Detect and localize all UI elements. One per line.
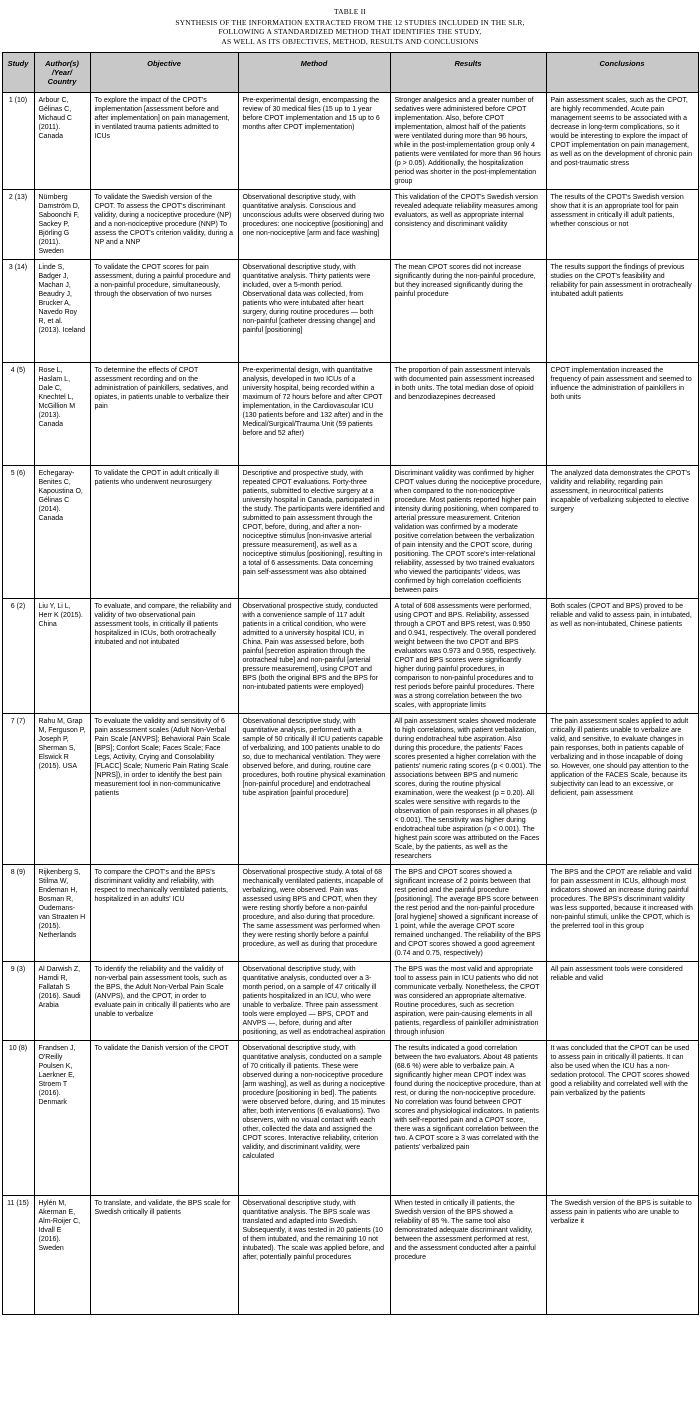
cell-study: 8 (9) bbox=[2, 865, 34, 962]
cell-conclusions: The Swedish version of the BPS is suitable to assess pain in patients who are unable to verbalize it bbox=[546, 1196, 698, 1315]
cell-study: 7 (7) bbox=[2, 714, 34, 865]
cell-results: Stronger analgesics and a greater number of sedatives were administered before CPOT implementation. Also, before CPOT implementation, almost half of the patients were ventilated during more than 96 hours, while in the post-implementation group only 4 patients were ventilated for more than 96 hours (p > 0.05). Additionally, the hospitalization period was shorter in the post-implementation group bbox=[390, 93, 546, 190]
cell-conclusions: The results support the findings of previous studies on the CPOT's feasibility and reliability for pain assessment in orotracheally intubated adult patients bbox=[546, 260, 698, 363]
cell-objective: To translate, and validate, the BPS scale for Swedish critically ill patients bbox=[90, 1196, 238, 1315]
cell-results: The BPS and CPOT scores showed a significant increase of 2 points between that rest period and the painful procedure [positioning]. The average BPS score between the rest period and the non-painful procedure [oral hygiene] showed a significant increase of 1 point, while the average CPOT score remained unchanged. The reliability of the BPS and CPOT scores showed a good agreement (0.74 and 0.75, respectively) bbox=[390, 865, 546, 962]
cell-conclusions: Both scales (CPOT and BPS) proved to be reliable and valid to assess pain, in intubated, as well as non-intubated, Chinese patients bbox=[546, 599, 698, 714]
cell-conclusions: Pain assessment scales, such as the CPOT, are highly recommended. Acute pain management seems to be associated with a decrease in long-term complications, so it would be interesting to explore the impact of CPOT implementation on pain management, as well as on the development of chronic pain and post-traumatic stress bbox=[546, 93, 698, 190]
cell-conclusions: The results of the CPOT's Swedish version show that it is an appropriate tool for pain assessment in critically ill adult patients, whether conscious or not bbox=[546, 190, 698, 260]
cell-results: The mean CPOT scores did not increase significantly during the non-painful procedure, but they increased significantly during the painful procedure bbox=[390, 260, 546, 363]
cell-results: The proportion of pain assessment intervals with documented pain assessment increased in both units. The total median dose of opioid and benzodiazepines decreased bbox=[390, 363, 546, 466]
synthesis-table bbox=[2, 52, 699, 1315]
cell-author: Echegaray-Benites C, Kapoustina O, Gélinas C (2014). Canada bbox=[34, 466, 90, 599]
header-author: Author(s) /Year/ Country bbox=[34, 53, 90, 93]
cell-results: A total of 608 assessments were performed, using CPOT and BPS. Reliability, assessed through a CPOT and BPS retest, was 0.950 and 0.941, respectively. The overall pondered weight between the two CPOT and BPS evaluators was 0.973 and 0.955, respectively. CPOT and BPS scores were significantly higher during painful procedures, in comparison to non-painful procedures and to rest periods before painful procedures. There was a strong correlation between the two scales, with appropriate limits bbox=[390, 599, 546, 714]
cell-conclusions: The BPS and the CPOT are reliable and valid for pain assessment in ICUs, although most indicators showed an increase during painful procedures. The BPS's discriminant validity was less supported, because it increased with non-painful stimuli, unlike the CPOT, which is the preferred tool in this group bbox=[546, 865, 698, 962]
cell-author: Al Darwish Z, Hamdi R, Fallatah S (2016). Saudi Arabia bbox=[34, 962, 90, 1041]
cell-objective: To compare the CPOT's and the BPS's discriminant validity and reliability, with respect to mechanically ventilated patients, hospitalized in an adults' ICU bbox=[90, 865, 238, 962]
cell-author: Hylén M, Akerman E, Alm-Roijer C, Idvall E (2016). Sweden bbox=[34, 1196, 90, 1315]
cell-results: When tested in critically ill patients, the Swedish version of the BPS showed a reliability of 85 %. The same tool also demonstrated adequate discriminant validity, between the assessment performed at rest, and the assessment conducted after a painful procedure bbox=[390, 1196, 546, 1315]
cell-objective: To evaluate, and compare, the reliability and validity of two observational pain assessment tools, in critically ill patients hospitalized in ICUs, both orotracheally intubated and not intubated bbox=[90, 599, 238, 714]
cell-author: Arbour C, Gélinas C, Michaud C (2011). Canada bbox=[34, 93, 90, 190]
cell-results: This validation of the CPOT's Swedish version revealed adequate reliability measures among evaluators, as well as appropriate internal consistency and discriminant validity bbox=[390, 190, 546, 260]
table-row bbox=[2, 865, 698, 962]
cell-results: All pain assessment scales showed moderate to high correlations, with patient verbalization, during endotracheal tube aspiration. Also during this procedure, the patients' Faces scores presented a higher correlation with the patients' numeric rating scores (p < 0.001). The associations between BPS and numeric scores, during the routine physical examination, were the weakest (p = 0.20). All scales were sensitive with regards to the observation of pain responses in all phases (p < 0.001). The sensitivity was higher during endotracheal tube aspiration (p < 0.001). The highest pain score was attributed on the Faces Scale, by the patients, as well as the researchers bbox=[390, 714, 546, 865]
table-row bbox=[2, 190, 698, 260]
cell-method: Observational descriptive study, with quantitative analysis, performed with a sample of 50 critically ill ICU patients capable of verbalizing, and 100 patients unable to do so, due to mechanical ventilation. They were observed before, and during, routine care procedures, both routine physical examination [non-painful procedure] and endotracheal tube aspiration [painful procedure] bbox=[238, 714, 390, 865]
cell-method: Observational descriptive study, with quantitative analysis. The BPS scale was translated and adapted into Swedish. Subsequently, it was tested in 20 patients (10 of them intubated, and the remaining 10 not intubated). The scale was applied before, and after, potentially painful procedures bbox=[238, 1196, 390, 1315]
cell-study: 3 (14) bbox=[2, 260, 34, 363]
cell-objective: To validate the Swedish version of the CPOT. To assess the CPOT's discriminant validity, during a nociceptive procedure (NP) and a non-nociceptive procedure (NNP) To assess the CPOT's criterion validity, during a NP and a NNP bbox=[90, 190, 238, 260]
cell-conclusions: CPOT implementation increased the frequency of pain assessment and seemed to influence the administration of painkillers in both units bbox=[546, 363, 698, 466]
cell-objective: To evaluate the validity and sensitivity of 6 pain assessment scales (Adult Non-Verbal Pain Scale [ANVPS]; Behavioral Pain Scale [BPS]; Confort Scale; Faces Scale; Face Legs, Activity, Crying and Consolability [FLACC] Scale; Numeric Pain Rating Scale [NPRS]), in order to identify the best pain measurement tool in non-communicative patients bbox=[90, 714, 238, 865]
table-row bbox=[2, 1196, 698, 1315]
header-objective: Objective bbox=[90, 53, 238, 93]
cell-method: Observational prospective study. A total of 68 mechanically ventilated patients, incapable of verbalizing, were observed. Pain was assessed using BPS and CPOT, when they were resting shortly before a non-painful procedure, and also during that procedure. The same assessment was performed when they were resting shortly before a painful procedure, as well as during that procedure bbox=[238, 865, 390, 962]
table-caption bbox=[0, 0, 700, 46]
cell-study: 10 (8) bbox=[2, 1041, 34, 1196]
cell-method: Pre-experimental design, encompassing the review of 30 medical files (15 up to 1 year before CPOT implementation and 15 up to 6 months after CPOT implementation) bbox=[238, 93, 390, 190]
table-row bbox=[2, 1041, 698, 1196]
header-method: Method bbox=[238, 53, 390, 93]
cell-author: Nürnberg Damström D, Saboonchi F, Sackey P, Björling G (2011). Sweden bbox=[34, 190, 90, 260]
caption-line-3: AS WELL AS ITS OBJECTIVES, METHOD, RESULTS AND CONCLUSIONS bbox=[221, 36, 479, 46]
cell-author: Liu Y, Li L, Herr K (2015). China bbox=[34, 599, 90, 714]
cell-conclusions: All pain assessment tools were considered reliable and valid bbox=[546, 962, 698, 1041]
cell-study: 6 (2) bbox=[2, 599, 34, 714]
cell-objective: To determine the effects of CPOT assessment recording and on the administration of painkillers, sedatives, and opiates, in patients unable to verbalize their pain bbox=[90, 363, 238, 466]
cell-study: 5 (6) bbox=[2, 466, 34, 599]
table-row bbox=[2, 466, 698, 599]
cell-study: 2 (13) bbox=[2, 190, 34, 260]
table-row bbox=[2, 363, 698, 466]
cell-objective: To validate the CPOT scores for pain assessment, during a painful procedure and a non-painful procedure, simultaneously, through the observation of two nurses bbox=[90, 260, 238, 363]
cell-objective: To identify the reliability and the validity of non-verbal pain assessment tools, such as the BPS, the Adult Non-Verbal Pain Scale (ANVPS), and the CPOT, in order to evaluate pain in critically ill patients who are unable to verbalize bbox=[90, 962, 238, 1041]
cell-author: Rahu M, Grap M, Ferguson P, Joseph P, Sherman S, Elswick R (2015). USA bbox=[34, 714, 90, 865]
cell-method: Observational descriptive study, with quantitative analysis, conducted over a 3-month period, on a sample of 47 critically ill patients hospitalized in an ICU, who were unable to verbalize. Three pain assessment tools were employed — BPS, CPOT and ANVPS —, before, during and after positioning, as well as endotracheal aspiration bbox=[238, 962, 390, 1041]
cell-author: Linde S, Badger J, Machan J, Beaudry J, Brucker A, Navedo Roy R, et al. (2013). Iceland bbox=[34, 260, 90, 363]
cell-results: Discriminant validity was confirmed by higher CPOT values during the nociceptive procedure, when compared to the non-nociceptive procedure. Most patients reported higher pain intensity during positioning, when compared to arterial pressure measurement. Criterion validation was confirmed by a moderate positive correlation between the verbalization of pain intensity and the CPOT score, during positioning. The CPOT score's inter-relational reliability, assessed by two trained evaluators who viewed the participants' videos, was confirmed by high correlation coefficients between pairs bbox=[390, 466, 546, 599]
cell-method: Observational prospective study, conducted with a convenience sample of 117 adult patients in a critical condition, who were admitted to a university hospital ICU, in China. Pain was assessed before, both painful [secretion aspiration through the orotracheal tube] and non-painful [arterial pressure measurement], using CPOT and BPS (both the original BPS and the BPS for non-intubated patients were employed) bbox=[238, 599, 390, 714]
cell-method: Descriptive and prospective study, with repeated CPOT evaluations. Forty-three patients, submitted to elective surgery at a university hospital in Canada, participated in the study. The participants were identified and submitted to pain assessment through the CPOT, before, during, and after a non-nociceptive stimulus [non-invasive arterial pressure measurement], as well as a nociceptive stimulus [positioning], resulting in a total of 6 assessments. Data concerning pain self-assessment was also obtained bbox=[238, 466, 390, 599]
header-results: Results bbox=[390, 53, 546, 93]
cell-method: Pre-experimental design, with quantitative analysis, developed in two ICUs of a university hospital, being recorded within a maximum of 72 hours before and after CPOT implementation, in the Cardiovascular ICU (130 patients before and 132 after) and in the Medical/Surgical/Trauma Unit (59 patients before and 52 after) bbox=[238, 363, 390, 466]
cell-study: 4 (5) bbox=[2, 363, 34, 466]
table-row bbox=[2, 260, 698, 363]
cell-author: Rijkenberg S, Stilma W, Endeman H, Bosman R, Oudemans-van Straaten H (2015). Netherlands bbox=[34, 865, 90, 962]
cell-conclusions: The pain assessment scales applied to adult critically ill patients unable to verbalize are valid, and sensitive, to evaluate changes in pain responses, both in patients capable of verbalizing and in those incapable of doing so. However, one should pay attention to the application of the FACES Scale, because its subjectivity can lead to an excessive, or deficient, pain assessment bbox=[546, 714, 698, 865]
table-row bbox=[2, 962, 698, 1041]
cell-conclusions: It was concluded that the CPOT can be used to assess pain in critically ill patients. It can also be used when the ICU has a non-sedation protocol. The CPOT scores showed good a reliability and correlated well with the pain verbalized by the patients bbox=[546, 1041, 698, 1196]
header-row bbox=[2, 53, 698, 93]
table-number: TABLE II bbox=[333, 7, 367, 16]
cell-study: 11 (15) bbox=[2, 1196, 34, 1315]
table-row bbox=[2, 93, 698, 190]
caption-line-1: SYNTHESIS OF THE INFORMATION EXTRACTED FROM THE 12 STUDIES INCLUDED IN THE SLR, bbox=[175, 17, 525, 27]
cell-results: The results indicated a good correlation between the two evaluators. About 48 patients (68.6 %) were able to verbalize pain. A significantly higher mean CPOT index was found during the nociceptive procedure, than at rest, or during the non-nociceptive procedure. No correlation was found between CPOT scores and physiological indicators. In patients with self-reported pain and a CPOT score, there was a significant correlation between the two. A CPOT score ≥ 3 was correlated with the patients' verbalized pain bbox=[390, 1041, 546, 1196]
cell-study: 9 (3) bbox=[2, 962, 34, 1041]
header-conclusions: Conclusions bbox=[546, 53, 698, 93]
cell-author: Frandsen J, O'Reilly Poulsen K, Laerkner E, Stroem T (2016). Denmark bbox=[34, 1041, 90, 1196]
caption-line-2: FOLLOWING A STANDARDIZED METHOD THAT IDENTIFIES THE STUDY, bbox=[218, 27, 482, 36]
table-row bbox=[2, 714, 698, 865]
cell-method: Observational descriptive study, with quantitative analysis, conducted on a sample of 70 critically ill patients. These were observed during a non-nociceptive procedure [arm washing], as well as during a nociceptive procedure [positioning in bed]. The patients were observed before, during, and 15 minutes after, both interventions (6 evaluations). Two observers, with no visual contact with each other, collected the data and assigned the CPOT scores. Interactive reliability, criterion validity, and discriminant validity, were calculated bbox=[238, 1041, 390, 1196]
cell-conclusions: The analyzed data demonstrates the CPOT's validity and reliability, regarding pain assessment, in neurocritical patients incapable of verbalizing subjected to elective surgery bbox=[546, 466, 698, 599]
cell-objective: To validate the CPOT in adult critically ill patients who underwent neurosurgery bbox=[90, 466, 238, 599]
cell-objective: To validate the Danish version of the CPOT bbox=[90, 1041, 238, 1196]
header-study: Study bbox=[2, 53, 34, 93]
table-row bbox=[2, 599, 698, 714]
cell-study: 1 (10) bbox=[2, 93, 34, 190]
cell-author: Rose L, Haslam L, Dale C, Knechtel L, McGillion M (2013). Canada bbox=[34, 363, 90, 466]
cell-results: The BPS was the most valid and appropriate tool to assess pain in ICU patients who did not communicate verbally. Nonetheless, the CPOT was considered an appropriate alternative. Routine procedures, such as secretion aspiration, were pain-causing elements in all patients, regardless of painkiller administration through infusion bbox=[390, 962, 546, 1041]
cell-objective: To explore the impact of the CPOT's implementation [assessment before and after implementation] on pain management, in ventilated trauma patients admitted to ICUs bbox=[90, 93, 238, 190]
cell-method: Observational descriptive study, with quantitative analysis. Conscious and unconscious adults were observed during two procedures: one nociceptive [positioning] and one non-nociceptive [arm and face washing] bbox=[238, 190, 390, 260]
cell-method: Observational descriptive study, with quantitative analysis. Thirty patients were included, over a 5-month period. Observational data was collected, from patients who were intubated after heart surgery, during routine procedures — both non-painful [catheter dressing change] and painful [positioning] bbox=[238, 260, 390, 363]
